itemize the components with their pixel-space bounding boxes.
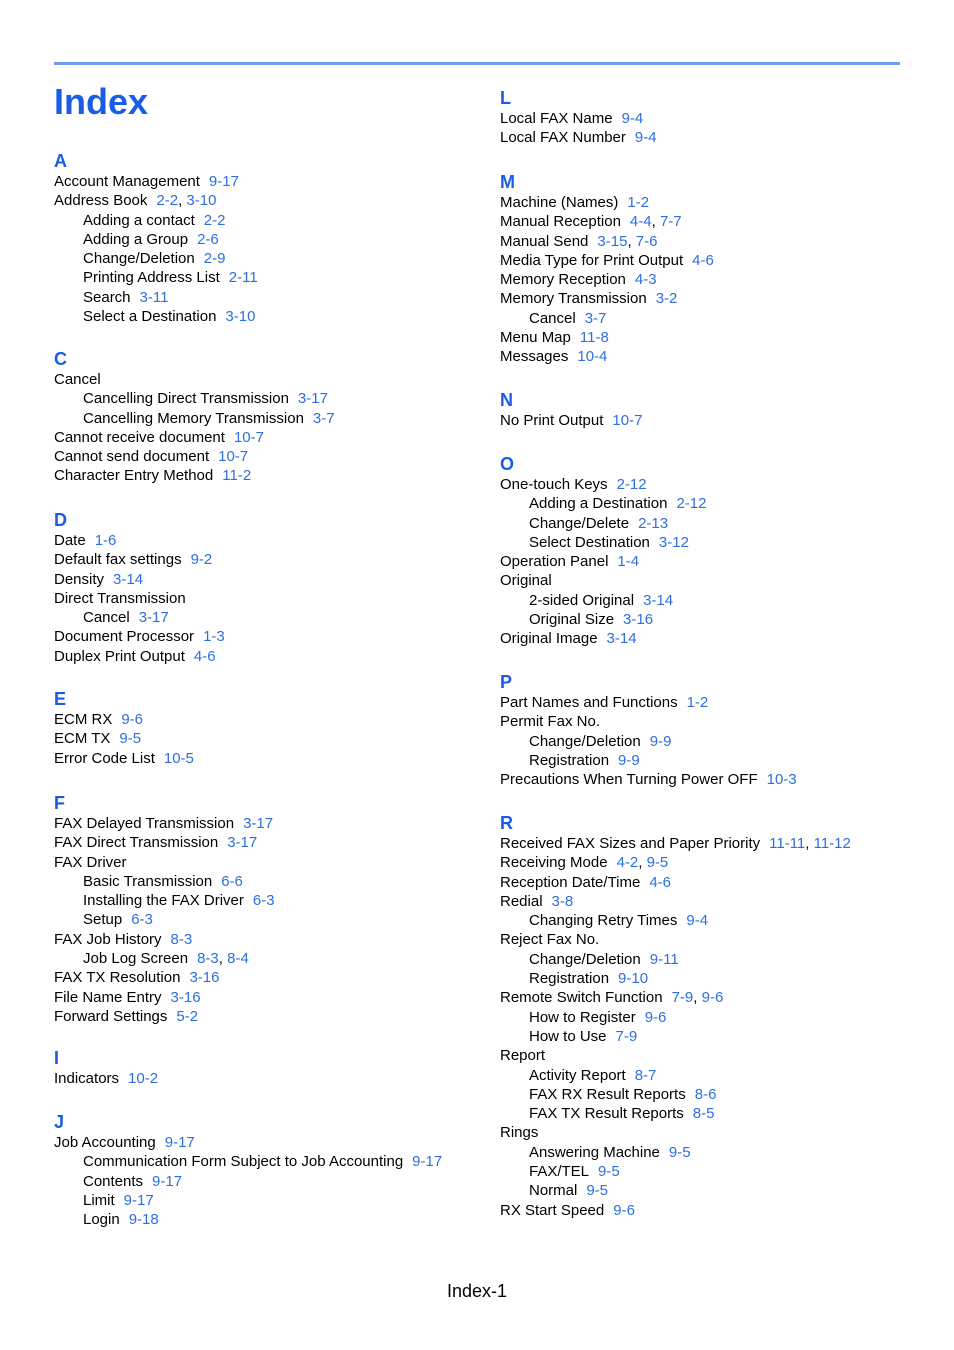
- index-subentry: [500, 911, 920, 930]
- index-entry: [500, 232, 920, 251]
- page-ref-link[interactable]: 4-6: [649, 873, 672, 891]
- index-entry: [500, 571, 920, 590]
- entry-term: Cancelling Direct Transmission: [83, 390, 289, 408]
- page-ref-link[interactable]: 9-17: [164, 1134, 195, 1151]
- index-subentry: [54, 1152, 451, 1171]
- index-entry: [54, 531, 474, 550]
- page-ref-link[interactable]: 9-5: [668, 1143, 691, 1161]
- section-letter: P: [500, 672, 513, 692]
- page-ref-link[interactable]: 9-4: [634, 129, 657, 147]
- entry-term: ECM TX: [54, 730, 111, 748]
- page-ref-link[interactable]: 9-6: [701, 989, 724, 1007]
- index-entry: [500, 1046, 920, 1065]
- index-entry: [54, 1133, 474, 1152]
- entry-term: Menu Map: [500, 329, 571, 347]
- page-ref-link[interactable]: 9-17: [412, 1153, 443, 1171]
- index-subentry: [500, 514, 920, 533]
- entry-term: Change/Delete: [529, 514, 630, 532]
- index-entry: [54, 647, 474, 666]
- index-entry: [500, 128, 920, 147]
- page-ref-link[interactable]: 8-7: [634, 1066, 657, 1084]
- index-entry: [500, 109, 920, 128]
- page-ref-link[interactable]: 11-2: [222, 467, 252, 485]
- page-ref-link[interactable]: 7-9: [615, 1027, 638, 1045]
- entry-term: Adding a contact: [83, 211, 195, 229]
- index-subentry: [500, 1066, 920, 1085]
- index-entry: [500, 270, 920, 289]
- index-subentry: [500, 1162, 920, 1181]
- entry-term: Receiving Mode: [500, 854, 608, 872]
- section-letter: I: [54, 1048, 60, 1068]
- index-section-a: [54, 151, 474, 326]
- page-ref-link[interactable]: 9-6: [613, 1201, 635, 1219]
- entry-term: Login: [83, 1211, 120, 1229]
- index-section-c: [54, 349, 474, 486]
- index-section-m: [500, 172, 920, 367]
- page-ref-link[interactable]: 3-16: [170, 988, 201, 1006]
- entry-term: Communication Form Subject to Job Accounting: [83, 1153, 404, 1171]
- page-ref-link[interactable]: 8-6: [694, 1085, 717, 1103]
- page-ref-link[interactable]: 3-17: [227, 834, 258, 852]
- index-subentry: [54, 910, 474, 929]
- index-subentry: [500, 950, 920, 969]
- entry-term: Change/Deletion: [529, 732, 641, 750]
- index-entry: [54, 1007, 474, 1026]
- page-ref-link[interactable]: 9-6: [644, 1008, 667, 1026]
- index-entry: [54, 627, 474, 646]
- page-ref-link[interactable]: 9-17: [152, 1172, 183, 1190]
- entry-term: Precautions When Turning Power OFF: [500, 771, 758, 789]
- section-letter: R: [500, 813, 513, 833]
- index-subentry: [54, 608, 474, 627]
- entry-term: Activity Report: [529, 1066, 626, 1084]
- entry-term: Date: [54, 532, 86, 549]
- entry-term: FAX TX Result Reports: [529, 1105, 684, 1123]
- entry-term: Normal: [529, 1182, 578, 1200]
- index-entry: [54, 447, 474, 466]
- index-entry: [500, 1123, 920, 1142]
- ref-separator: ,: [638, 854, 647, 872]
- index-section-o: [500, 454, 920, 649]
- index-section-r: [500, 813, 920, 1220]
- index-entry: [54, 1069, 474, 1088]
- entry-term: Machine (Names): [500, 194, 619, 211]
- entry-term: Forward Settings: [54, 1007, 168, 1025]
- page-ref-link[interactable]: 1-3: [203, 628, 225, 646]
- entry-term: FAX Job History: [54, 930, 162, 948]
- entry-term: Duplex Print Output: [54, 647, 185, 665]
- entry-term: Media Type for Print Output: [500, 251, 684, 269]
- entry-term: FAX TX Resolution: [54, 969, 181, 987]
- index-subentry: [54, 872, 474, 891]
- entry-term: Remote Switch Function: [500, 989, 663, 1007]
- index-subentry: [54, 268, 474, 287]
- entry-term: Memory Transmission: [500, 290, 647, 308]
- index-entry: [500, 930, 920, 949]
- index-entry: [54, 172, 474, 191]
- page-ref-link[interactable]: 7-9: [671, 989, 694, 1007]
- entry-term: Reception Date/Time: [500, 873, 641, 891]
- page-ref-link[interactable]: 9-4: [686, 912, 709, 930]
- index-entry: [500, 552, 920, 571]
- entry-term: Select Destination: [529, 533, 650, 551]
- page-ref-link[interactable]: 1-4: [617, 553, 640, 571]
- index-section-e: [54, 689, 474, 768]
- entry-term: Document Processor: [54, 628, 195, 646]
- index-subentry: [500, 610, 920, 629]
- entry-term: Messages: [500, 348, 569, 366]
- entry-term: Registration: [529, 751, 610, 769]
- entry-term: Cancel: [529, 309, 576, 327]
- index-entry: [54, 853, 474, 872]
- index-entry: [54, 570, 474, 589]
- entry-term: FAX Delayed Transmission: [54, 815, 235, 832]
- entry-term: Cannot receive document: [54, 428, 225, 446]
- index-section-n: [500, 390, 920, 430]
- index-entry: [500, 1201, 920, 1220]
- index-subentry: [54, 1210, 474, 1229]
- entry-term: Indicators: [54, 1070, 120, 1087]
- entry-term: Manual Reception: [500, 213, 621, 231]
- entry-term: Change/Deletion: [83, 250, 195, 268]
- entry-term: Memory Reception: [500, 271, 626, 289]
- page-ref-link[interactable]: 1-2: [686, 694, 709, 711]
- section-letter: O: [500, 454, 515, 474]
- page-ref-link[interactable]: 8-3: [170, 930, 193, 948]
- entry-term: Registration: [529, 970, 610, 988]
- page-ref-link[interactable]: 1-2: [627, 194, 650, 211]
- index-section-d: [54, 510, 474, 666]
- section-letter: N: [500, 390, 513, 410]
- index-entry: [500, 988, 920, 1007]
- index-entry: [500, 892, 920, 911]
- index-section-p: [500, 672, 920, 789]
- page-ref-link[interactable]: 7-7: [659, 213, 682, 231]
- entry-term: Error Code List: [54, 749, 155, 767]
- index-entry: [500, 475, 920, 494]
- entry-term: FAX Direct Transmission: [54, 834, 219, 852]
- section-letter: M: [500, 172, 515, 192]
- index-entry: [500, 251, 920, 270]
- index-entry: [54, 930, 474, 949]
- index-entry: [500, 193, 920, 212]
- page-ref-link[interactable]: 2-2: [203, 211, 226, 229]
- entry-term: Answering Machine: [529, 1143, 660, 1161]
- entry-term: Permit Fax No.: [500, 713, 601, 731]
- page-ref-link[interactable]: 9-9: [618, 751, 640, 769]
- entry-term: Changing Retry Times: [529, 912, 678, 930]
- entry-term: Reject Fax No.: [500, 931, 600, 949]
- index-entry: [500, 212, 920, 231]
- ref-separator: ,: [627, 232, 636, 250]
- index-subentry: [500, 1027, 920, 1046]
- index-section-f: [54, 793, 474, 1026]
- entry-term: How to Register: [529, 1008, 636, 1026]
- page-ref-link[interactable]: 9-11: [649, 950, 679, 968]
- page-ref-link[interactable]: 11-8: [579, 329, 609, 347]
- ref-separator: ,: [693, 989, 702, 1007]
- entry-term: Select a Destination: [83, 308, 217, 326]
- page-ref-link[interactable]: 3-7: [312, 409, 335, 427]
- index-subentry: [500, 309, 920, 328]
- ref-separator: ,: [178, 192, 187, 210]
- index-section-j: [54, 1112, 474, 1229]
- page-ref-link[interactable]: 8-4: [227, 950, 249, 968]
- index-entry: [54, 729, 474, 748]
- page-ref-link[interactable]: 3-17: [138, 609, 169, 627]
- index-subentry: [54, 1191, 474, 1210]
- page-ref-link[interactable]: 3-16: [189, 969, 220, 987]
- entry-term: Change/Deletion: [529, 950, 641, 968]
- entry-term: File Name Entry: [54, 988, 162, 1006]
- page-ref-link[interactable]: 4-3: [634, 271, 657, 289]
- section-letter: A: [54, 151, 67, 171]
- index-subentry: [54, 288, 474, 307]
- index-entry: [54, 191, 474, 210]
- entry-term: Printing Address List: [83, 269, 220, 287]
- index-subentry: [500, 969, 920, 988]
- entry-term: FAX/TEL: [529, 1163, 590, 1181]
- page-ref-link[interactable]: 1-6: [94, 532, 117, 549]
- index-entry: [500, 770, 920, 789]
- page-ref-link[interactable]: 6-6: [221, 872, 243, 890]
- index-entry: [500, 328, 920, 347]
- index-entry: [500, 873, 920, 892]
- index-subentry: [500, 591, 920, 610]
- page-ref-link[interactable]: 9-5: [646, 854, 669, 872]
- index-entry: [500, 693, 920, 712]
- entry-term: Local FAX Number: [500, 129, 626, 147]
- page-ref-link[interactable]: 2-12: [676, 495, 707, 513]
- page-ref-link[interactable]: 10-2: [128, 1070, 159, 1087]
- index-subentry: [500, 1085, 920, 1104]
- page-ref-link[interactable]: 3-8: [551, 892, 574, 910]
- page-ref-link[interactable]: 9-5: [586, 1182, 609, 1200]
- entry-term: Cancel: [83, 609, 130, 627]
- index-entry: [500, 834, 920, 853]
- entry-term: Adding a Group: [83, 230, 189, 248]
- index-entry: [54, 968, 474, 987]
- page-ref-link[interactable]: 4-4: [629, 213, 652, 231]
- index-subentry: [54, 230, 474, 249]
- page-ref-link[interactable]: 2-13: [638, 514, 669, 532]
- index-subentry: [500, 494, 920, 513]
- entry-term: Local FAX Name: [500, 110, 613, 127]
- index-entry: [500, 347, 920, 366]
- index-subentry: [500, 1143, 920, 1162]
- page-ref-link[interactable]: 9-5: [598, 1163, 620, 1181]
- ref-separator: ,: [218, 950, 228, 968]
- index-subentry: [54, 949, 474, 968]
- index-subentry: [500, 732, 920, 751]
- index-subentry: [54, 249, 474, 268]
- entry-term: One-touch Keys: [500, 476, 608, 493]
- page-ref-link[interactable]: 3-11: [139, 288, 169, 306]
- index-entry: [54, 589, 474, 608]
- page-ref-link[interactable]: 2-2: [156, 192, 179, 210]
- entry-term: Original: [500, 572, 552, 590]
- page-ref-link[interactable]: 2-9: [203, 250, 226, 268]
- entry-term: Cannot send document: [54, 448, 210, 466]
- page-ref-link[interactable]: 9-4: [621, 110, 644, 127]
- page-ref-link[interactable]: 3-17: [297, 390, 328, 408]
- entry-term: Job Accounting: [54, 1134, 156, 1151]
- entry-term: Redial: [500, 892, 543, 910]
- page-ref-link[interactable]: 6-3: [131, 911, 153, 929]
- page-ref-link[interactable]: 9-5: [119, 730, 142, 748]
- page-number: Index-1: [446, 1281, 508, 1301]
- index-subentry: [54, 211, 474, 230]
- section-letter: L: [500, 88, 511, 108]
- index-section-i: [54, 1048, 474, 1088]
- index-subentry: [54, 409, 474, 428]
- index-subentry: [54, 891, 474, 910]
- page-ref-link[interactable]: 3-2: [655, 290, 678, 308]
- index-entry: [500, 411, 920, 430]
- page-ref-link[interactable]: 2-11: [228, 269, 258, 287]
- entry-term: Manual Send: [500, 232, 589, 250]
- page-ref-link[interactable]: 3-14: [606, 630, 637, 648]
- section-letter: C: [54, 349, 67, 369]
- page-ref-link[interactable]: 6-3: [252, 892, 275, 910]
- page-ref-link[interactable]: 9-10: [618, 970, 649, 988]
- page-ref-link[interactable]: 7-6: [635, 232, 658, 250]
- index-subentry: [54, 307, 474, 326]
- entry-term: Limit: [83, 1191, 115, 1209]
- page-ref-link[interactable]: 11-11: [769, 835, 806, 852]
- entry-term: FAX RX Result Reports: [529, 1085, 686, 1103]
- index-entry: [500, 853, 920, 872]
- index-section-l: [500, 88, 920, 148]
- index-entry: [54, 988, 474, 1007]
- page-ref-link[interactable]: 3-10: [186, 192, 217, 210]
- entry-term: Report: [500, 1047, 546, 1065]
- page-ref-link[interactable]: 10-3: [766, 771, 797, 789]
- entry-term: Character Entry Method: [54, 467, 214, 485]
- page-ref-link[interactable]: 9-17: [208, 173, 239, 190]
- page-ref-link[interactable]: 3-10: [225, 308, 256, 326]
- index-entry: [54, 710, 474, 729]
- entry-term: Direct Transmission: [54, 589, 186, 607]
- index-entry: [54, 370, 474, 389]
- index-subentry: [500, 1008, 920, 1027]
- page-ref-link[interactable]: 9-2: [190, 551, 213, 569]
- entry-term: Cancel: [54, 371, 101, 388]
- page-ref-link[interactable]: 8-3: [197, 950, 219, 968]
- page-ref-link[interactable]: 3-7: [584, 309, 607, 327]
- index-subentry: [500, 751, 920, 770]
- index-entry: [54, 749, 474, 768]
- page-ref-link[interactable]: 9-17: [123, 1191, 154, 1209]
- entry-term: Default fax settings: [54, 551, 182, 569]
- entry-term: Adding a Destination: [529, 495, 668, 513]
- entry-term: Original Image: [500, 630, 598, 648]
- page-title: Index: [54, 81, 149, 122]
- index-entry: [54, 466, 474, 485]
- entry-term: Installing the FAX Driver: [83, 892, 244, 910]
- index-subentry: [54, 389, 474, 408]
- page-ref-link[interactable]: 3-17: [243, 815, 274, 832]
- entry-term: Part Names and Functions: [500, 694, 678, 711]
- entry-term: Density: [54, 570, 105, 588]
- entry-term: Cancelling Memory Transmission: [83, 409, 304, 427]
- page-ref-link[interactable]: 5-2: [176, 1007, 199, 1025]
- index-entry: [500, 629, 920, 648]
- section-letter: J: [54, 1112, 65, 1132]
- index-entry: [54, 833, 474, 852]
- entry-term: Original Size: [529, 611, 615, 629]
- index-entry: [54, 814, 474, 833]
- page-ref-link[interactable]: 3-16: [623, 611, 654, 629]
- page-ref-link[interactable]: 2-6: [197, 230, 219, 248]
- entry-term: ECM RX: [54, 711, 113, 728]
- entry-term: Account Management: [54, 173, 200, 190]
- page-ref-link[interactable]: 10-7: [612, 412, 643, 429]
- entry-term: Rings: [500, 1124, 539, 1142]
- section-letter: D: [54, 510, 67, 530]
- entry-term: Setup: [83, 911, 123, 929]
- page-ref-link[interactable]: 2-12: [616, 476, 647, 493]
- index-entry: [54, 428, 474, 447]
- page-ref-link[interactable]: 4-2: [616, 854, 639, 872]
- entry-term: Job Log Screen: [83, 950, 189, 968]
- entry-term: No Print Output: [500, 412, 604, 429]
- section-letter: E: [54, 689, 67, 709]
- entry-term: Operation Panel: [500, 553, 609, 571]
- entry-term: Address Book: [54, 192, 148, 210]
- entry-term: Search: [83, 288, 131, 306]
- page-ref-link[interactable]: 3-15: [597, 232, 628, 250]
- entry-term: How to Use: [529, 1027, 607, 1045]
- index-subentry: [500, 1181, 920, 1200]
- entry-term: Basic Transmission: [83, 872, 213, 890]
- section-letter: F: [54, 793, 65, 813]
- page-ref-link[interactable]: 3-14: [113, 570, 144, 588]
- ref-separator: ,: [805, 835, 814, 852]
- page-ref-link[interactable]: 10-4: [577, 348, 608, 366]
- page-ref-link[interactable]: 3-12: [658, 533, 689, 551]
- page-ref-link[interactable]: 10-7: [218, 448, 249, 466]
- index-subentry: [500, 533, 920, 552]
- page-ref-link[interactable]: 3-14: [643, 591, 674, 609]
- ref-separator: ,: [651, 213, 660, 231]
- page-ref-link[interactable]: 4-6: [692, 251, 714, 269]
- page-ref-link[interactable]: 10-7: [233, 428, 264, 446]
- entry-term: Received FAX Sizes and Paper Priority: [500, 835, 761, 852]
- entry-term: 2-sided Original: [529, 591, 635, 609]
- index-entry: [54, 550, 474, 569]
- page-ref-link[interactable]: 10-5: [163, 749, 194, 767]
- index-entry: [500, 289, 920, 308]
- index-subentry: [54, 1172, 474, 1191]
- index-entry: [500, 712, 920, 731]
- page-ref-link[interactable]: 8-5: [692, 1105, 715, 1123]
- page-ref-link[interactable]: 11-12: [813, 835, 851, 852]
- page-ref-link[interactable]: 9-9: [649, 732, 672, 750]
- page-ref-link[interactable]: 9-6: [121, 711, 144, 728]
- index-subentry: [500, 1104, 920, 1123]
- entry-term: FAX Driver: [54, 853, 127, 871]
- entry-term: RX Start Speed: [500, 1201, 605, 1219]
- header-rule: [54, 62, 900, 65]
- entry-term: Contents: [83, 1172, 144, 1190]
- page-ref-link[interactable]: 9-18: [128, 1211, 159, 1229]
- page-ref-link[interactable]: 4-6: [193, 647, 216, 665]
